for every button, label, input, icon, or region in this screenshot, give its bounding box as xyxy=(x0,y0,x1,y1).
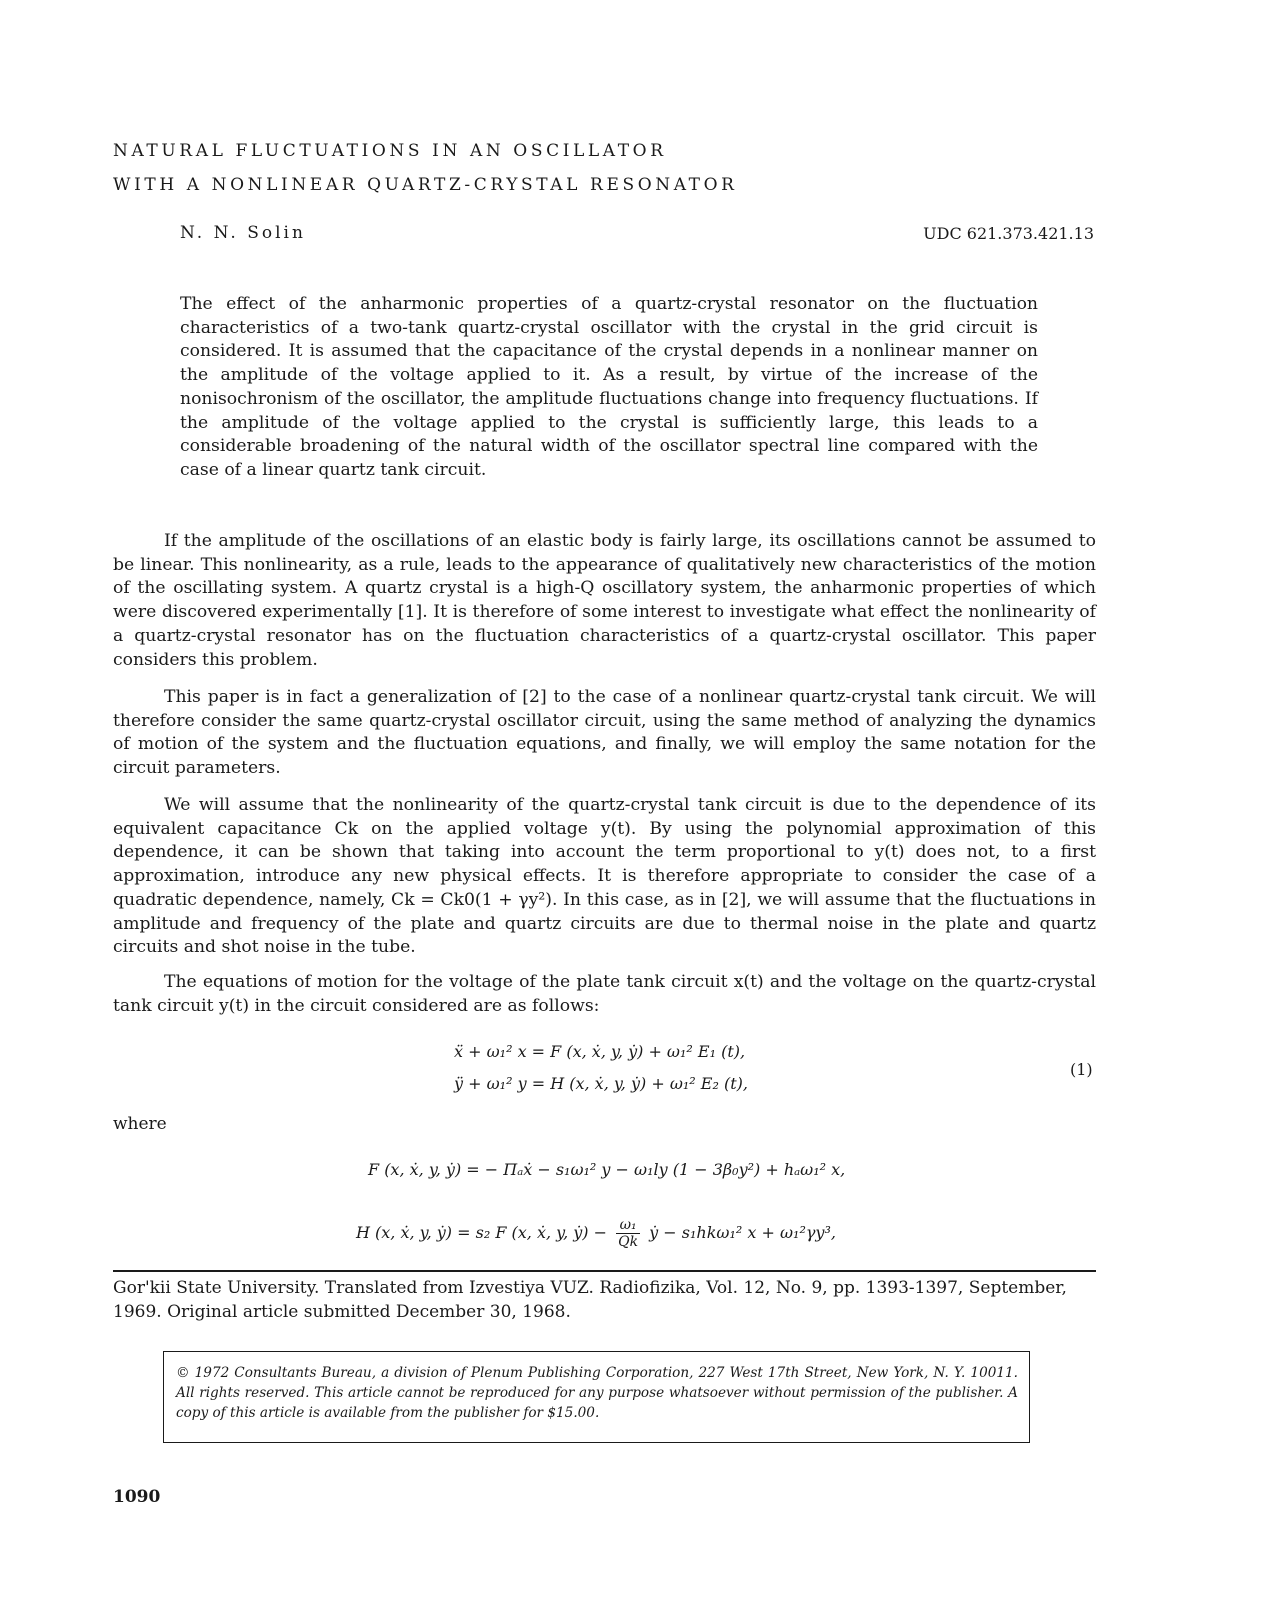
body-paragraph-3-text: We will assume that the nonlinearity of the quartz-crystal tank circuit is due to the dependence of its equivalent capacitance Ck on the applied voltage y(t). By using the polynomial approximation of this dependence, it can be shown that taking into account the term proportional to y(t) does not, to a first approximation, introduce any new physical effects. It is therefore appropriate to consider the case of a quadratic dependence, namely, Ck = Ck0(1 + γy²). In this case, as in [2], we will assume that the fluctuations in amplitude and frequency of the plate and quartz circuits are due to thermal noise in the plate and quartz circuits and shot noise in the tube. xyxy=(113,795,1096,958)
body-paragraph-4-text: The equations of motion for the voltage of the plate tank circuit x(t) and the voltage on the quartz-crystal tank circuit y(t) in the circuit considered are as follows: xyxy=(113,972,1096,1016)
equation-number: (1) xyxy=(1070,1060,1093,1079)
body-paragraph-1-text: If the amplitude of the oscillations of an elastic body is fairly large, its oscillations cannot be assumed to be linear. This nonlinearity, as a rule, leads to the appearance of qualitatively new characteristics of the motion of the oscillating system. A quartz crystal is a high-Q oscillatory system, the anharmonic properties of which were discovered experimentally [1]. It is therefore of some interest to investigate what effect the nonlinearity of a quartz-crystal resonator has on the fluctuation characteristics of a quartz-crystal oscillator. This paper considers this problem. xyxy=(113,531,1096,670)
author-name: N. N. Solin xyxy=(180,223,306,243)
footnote-divider xyxy=(113,1270,1096,1272)
body-paragraph-4 xyxy=(113,971,1096,1018)
equation-H-right: ẏ − s₁hkω₁² x + ω₁²γy³, xyxy=(649,1223,836,1242)
body-paragraph-2-text: This paper is in fact a generalization of [2] to the case of a nonlinear quartz-crystal tank circuit. We will therefore consider the same quartz-crystal oscillator circuit, using the same method of analyzing the dynamics of motion of the system and the fluctuation equations, and finally, we will employ the same notation for the circuit parameters. xyxy=(113,687,1096,779)
article-title-line-2: WITH A NONLINEAR QUARTZ-CRYSTAL RESONATOR xyxy=(113,175,738,195)
body-paragraph-1 xyxy=(113,530,1096,672)
body-paragraph-2 xyxy=(113,686,1096,781)
udc-code: UDC 621.373.421.13 xyxy=(923,224,1094,243)
copyright-notice: © 1972 Consultants Bureau, a division of Plenum Publishing Corporation, 227 West 17th Street, New York, N. Y. 10011. All rights reserved. This article cannot be reproduced for any purpose whatsoever without permission of the publisher. A copy of this article is available from the publisher for $15.00. xyxy=(176,1365,1018,1421)
equation-F-definition: F (x, ẋ, y, ẏ) = − Πₐẋ − s₁ω₁² y − ω₁ly (1 − 3β₀y²) + hₐω₁² x, xyxy=(368,1160,846,1179)
equation-1a: ẍ + ω₁² x = F (x, ẋ, y, ẏ) + ω₁² E₁ (t), xyxy=(454,1042,746,1061)
page-number: 1090 xyxy=(113,1487,161,1507)
article-title-line-1: NATURAL FLUCTUATIONS IN AN OSCILLATOR xyxy=(113,141,667,161)
equation-1b: ÿ + ω₁² y = H (x, ẋ, y, ẏ) + ω₁² E₂ (t), xyxy=(454,1074,748,1093)
equation-H-definition xyxy=(356,1217,836,1250)
fraction-numerator: ω₁ xyxy=(616,1217,640,1234)
abstract: The effect of the anharmonic properties of a quartz-crystal resonator on the fluctuation characteristics of a two-tank quartz-crystal oscillator with the crystal in the grid circuit is considered. It is assumed that the capacitance of the crystal depends in a nonlinear manner on the amplitude of the voltage applied to it. As a result, by virtue of the increase of the nonisochronism of the oscillator, the amplitude fluctuations change into frequency fluctuations. If the amplitude of the voltage applied to the crystal is sufficiently large, this leads to a considerable broadening of the natural width of the oscillator spectral line compared with the case of a linear quartz tank circuit. xyxy=(180,294,1038,480)
body-paragraph-3 xyxy=(113,794,1096,960)
footnote: Gor'kii State University. Translated from Izvestiya VUZ. Radiofizika, Vol. 12, No. 9, pp. 1393-1397, September, 1969. Original article submitted December 30, 1968. xyxy=(113,1278,1067,1322)
equation-H-left: H (x, ẋ, y, ẏ) = s₂ F (x, ẋ, y, ẏ) − xyxy=(356,1223,608,1242)
where-label: where xyxy=(113,1114,167,1134)
equation-H-fraction xyxy=(616,1217,640,1250)
fraction-denominator: Qk xyxy=(618,1234,639,1250)
